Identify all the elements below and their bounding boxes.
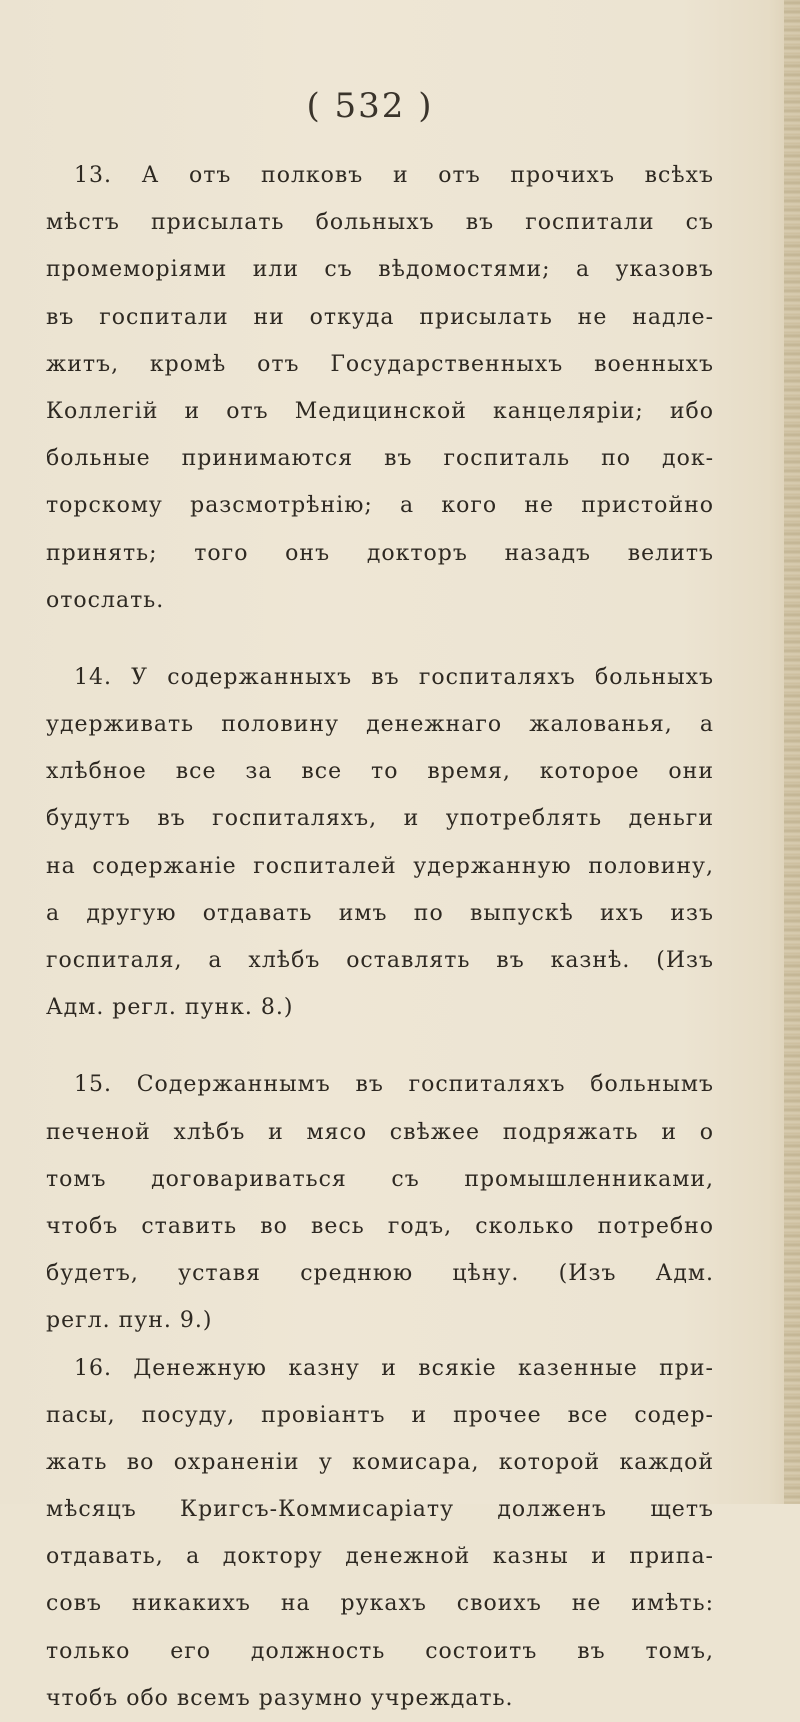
text-line: 14. У содержанныхъ въ госпиталяхъ больныхъ: [74, 664, 714, 690]
text-line: чтобъ ставить во весь годъ, сколько потребно: [46, 1213, 714, 1239]
text-line: госпиталя, а хлѣбъ оставлять въ казнѣ. (Изъ: [46, 948, 714, 973]
text-line: удерживать половину денежнаго жалованья, а: [46, 712, 714, 738]
text-line: 15. Содержаннымъ въ госпиталяхъ больнымъ: [74, 1072, 714, 1098]
text-line: жать во охраненіи у комисара, которой каждой: [46, 1449, 714, 1475]
text-line: торскому разсмотрѣнію; а кого не пристойно: [46, 493, 714, 519]
text-line: томъ договариваться съ промышленниками,: [46, 1166, 714, 1192]
text-line: промеморіями или съ вѣдомостями; а указовъ: [46, 257, 714, 283]
text-line: больные принимаются въ госпиталь по док-: [46, 446, 714, 472]
text-line: будутъ въ госпиталяхъ, и употреблять деньги: [46, 806, 714, 832]
text-line: будетъ, уставя среднюю цѣну. (Изъ Адм.: [46, 1261, 714, 1287]
text-line: Адм. регл. пунк. 8.): [46, 995, 294, 1021]
text-line: Коллегій и отъ Медицинской канцеляріи; ибо: [46, 398, 714, 424]
text-line: мѣстъ присылать больныхъ въ госпитали съ: [46, 210, 714, 236]
text-line: только его должность состоитъ въ томъ,: [46, 1638, 714, 1664]
text-line: отдавать, а доктору денежной казны и припа-: [46, 1544, 714, 1570]
text-line: пасы, посуду, провіантъ и прочее все содер-: [46, 1402, 714, 1428]
text-line: 16. Денежную казну и всякіе казенные при-: [74, 1355, 714, 1381]
text-line: а другую отдавать имъ по выпускѣ ихъ изъ: [46, 900, 714, 926]
text-line: 13. А отъ полковъ и отъ прочихъ всѣхъ: [74, 163, 714, 188]
page-edge: [784, 0, 800, 1504]
text-line: въ госпитали ни откуда присылать не надле-: [46, 304, 714, 330]
text-line: житъ, кромѣ отъ Государственныхъ военныхъ: [46, 351, 714, 377]
page-number: ( 532 ): [306, 86, 434, 126]
body-text: [46, 152, 714, 1722]
paragraph-gap: [46, 624, 714, 654]
text-line: регл. пун. 9.): [46, 1308, 213, 1334]
text-line: на содержаніе госпиталей удержанную половину,: [46, 853, 714, 879]
text-line: принять; того онъ докторъ назадъ велитъ: [46, 540, 714, 566]
text-line: печеной хлѣбъ и мясо свѣжее подряжать и о: [46, 1119, 714, 1145]
paragraph-gap: [46, 1031, 714, 1061]
text-line: совъ никакихъ на рукахъ своихъ не имѣть:: [46, 1591, 714, 1617]
text-line: отослать.: [46, 587, 165, 613]
text-line: мѣсяцъ Кригсъ-Коммисаріату долженъ щетъ: [46, 1497, 714, 1523]
text-line: чтобъ обо всемъ разумно учреждать.: [46, 1685, 514, 1711]
text-line: хлѣбное все за все то время, которое они: [46, 759, 714, 785]
